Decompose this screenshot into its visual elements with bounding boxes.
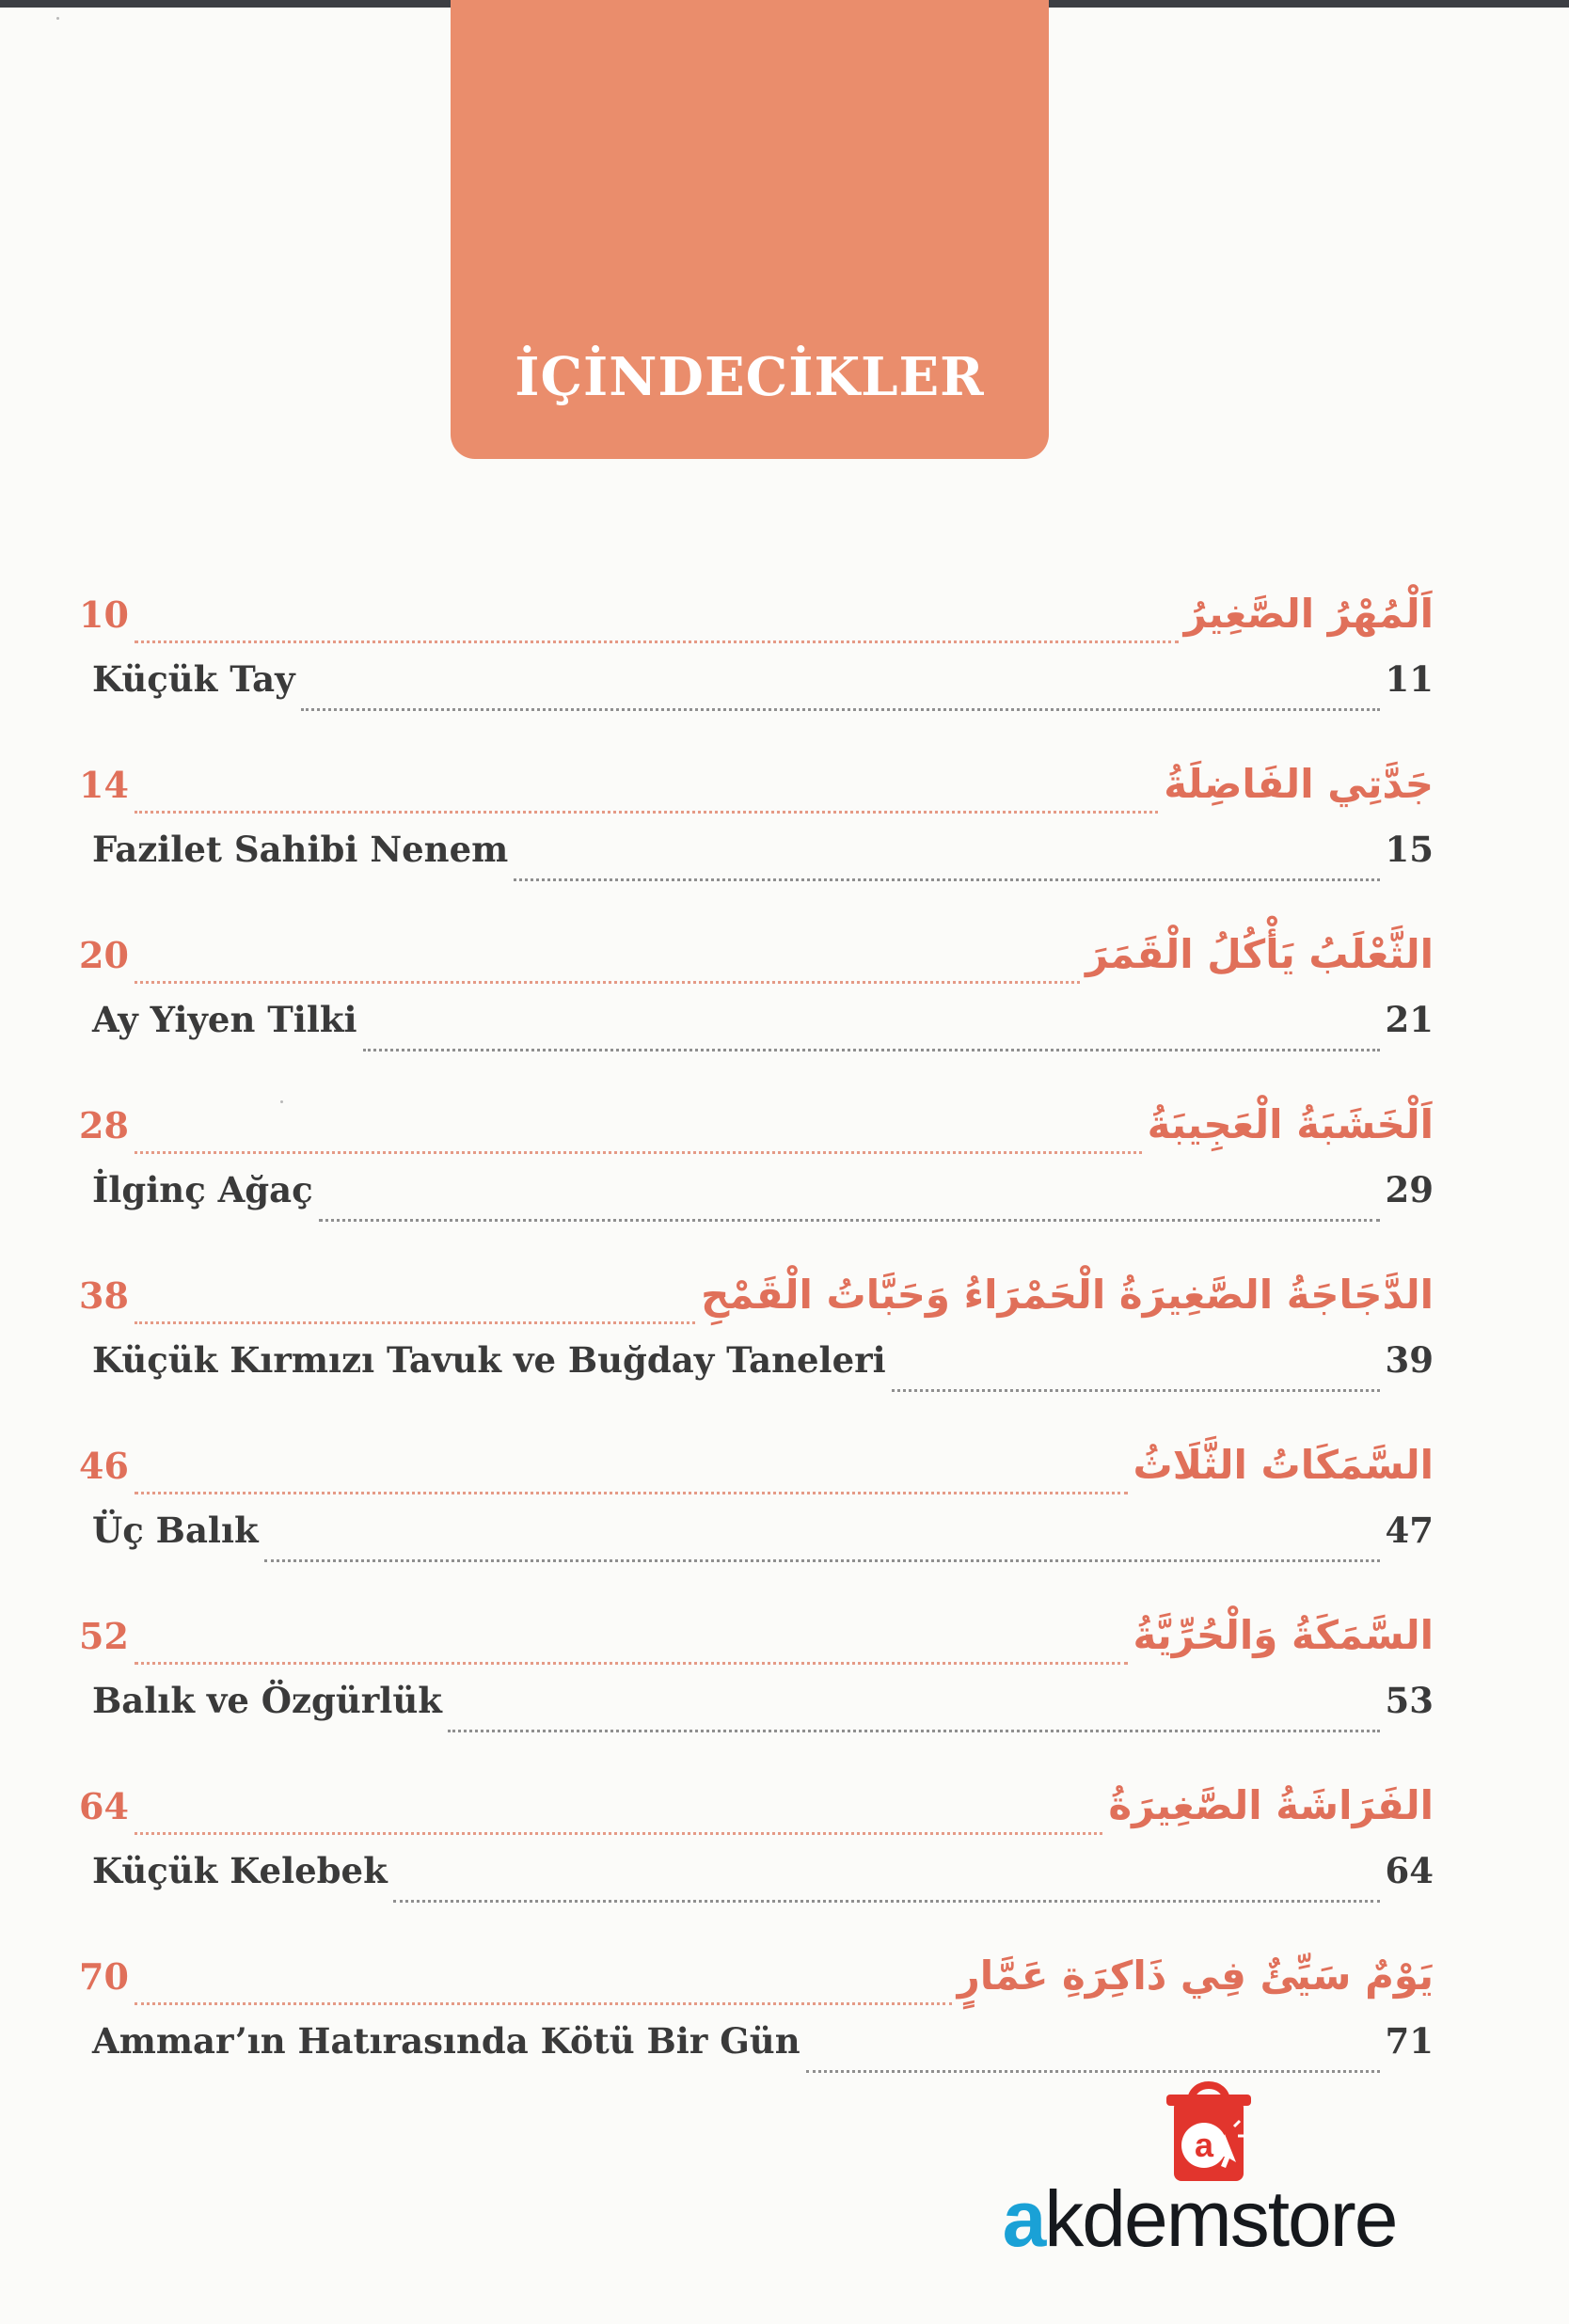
toc-row-turkish[interactable] [79, 829, 1434, 894]
arabic-page-number: 14 [79, 764, 129, 806]
toc-row-arabic[interactable] [79, 931, 1434, 997]
dot-leader [135, 640, 1179, 643]
arabic-title: اَلْمُهْرُ الصَّغِيرُ [1183, 591, 1434, 637]
arabic-page-number: 20 [79, 934, 129, 976]
arabic-title: يَوْمٌ سَيِّئٌ فِي ذَاكِرَةِ عَمَّارٍ [957, 1952, 1434, 1999]
toc-row-turkish[interactable] [79, 1510, 1434, 1575]
dot-leader [135, 1832, 1102, 1835]
toc-row-arabic[interactable] [79, 1952, 1434, 2018]
toc-entry [79, 591, 1434, 761]
bag-letter: a [1194, 2126, 1214, 2164]
logo-wordmark-rest: kdemstore [1044, 2174, 1397, 2263]
arabic-title: الفَرَاشَةُ الصَّغِيرَةُ [1108, 1782, 1434, 1828]
turkish-page-number: 21 [1385, 999, 1434, 1040]
arabic-page-number: 38 [79, 1274, 129, 1317]
toc-row-arabic[interactable] [79, 1272, 1434, 1337]
turkish-title: Üç Balık [92, 1510, 259, 1551]
toc-row-arabic[interactable] [79, 1101, 1434, 1167]
dot-leader [892, 1389, 1380, 1392]
arabic-page-number: 52 [79, 1615, 129, 1657]
toc-entry [79, 1442, 1434, 1612]
dot-leader [806, 2070, 1380, 2073]
dot-leader [135, 1662, 1128, 1665]
arabic-title: السَّمَكَاتُ الثَّلَاثُ [1133, 1442, 1434, 1488]
arabic-title: السَّمَكَةُ وَالْحُرِّيَّةُ [1133, 1612, 1434, 1658]
arabic-title: الثَّعْلَبُ يَأْكُلُ الْقَمَرَ [1085, 931, 1434, 977]
dot-leader [264, 1559, 1380, 1562]
arabic-page-number: 70 [79, 1955, 129, 1998]
logo-wordmark [955, 2174, 1444, 2263]
toc-row-turkish[interactable] [79, 1169, 1434, 1235]
arabic-page-number: 10 [79, 593, 129, 636]
logo-wordmark-first: a [1002, 2174, 1045, 2263]
toc-entry [79, 931, 1434, 1101]
toc-entry [79, 1101, 1434, 1272]
toc-entry [79, 761, 1434, 931]
dot-leader [135, 1151, 1142, 1154]
arabic-title: جَدَّتِي الفَاضِلَةُ [1164, 761, 1434, 807]
turkish-title: Balık ve Özgürlük [92, 1680, 442, 1721]
arabic-page-number: 64 [79, 1785, 129, 1827]
dot-leader [301, 708, 1380, 711]
arabic-page-number: 46 [79, 1445, 129, 1487]
arabic-page-number: 28 [79, 1104, 129, 1146]
turkish-title: Küçük Tay [92, 658, 295, 700]
arabic-title: اَلْخَشَبَةُ الْعَجِيبَةُ [1147, 1101, 1434, 1147]
toc-row-turkish[interactable] [79, 999, 1434, 1065]
toc-entry [79, 1272, 1434, 1442]
toc-row-arabic[interactable] [79, 1612, 1434, 1678]
turkish-title: Ammar’ın Hatırasında Kötü Bir Gün [92, 2020, 800, 2062]
shopping-bag-icon [1157, 2074, 1260, 2187]
table-of-contents [79, 591, 1434, 2123]
dot-leader [393, 1900, 1380, 1903]
turkish-title: Ay Yiyen Tilki [92, 999, 357, 1040]
dot-leader [514, 878, 1379, 881]
toc-row-arabic[interactable] [79, 761, 1434, 827]
turkish-page-number: 15 [1385, 829, 1434, 870]
toc-row-arabic[interactable] [79, 1442, 1434, 1508]
toc-row-turkish[interactable] [79, 1339, 1434, 1405]
page-title: İÇİNDECİKLER [515, 346, 985, 408]
toc-row-arabic[interactable] [79, 591, 1434, 656]
turkish-title: Küçük Kelebek [92, 1850, 388, 1891]
turkish-page-number: 53 [1385, 1680, 1434, 1721]
turkish-title: Küçük Kırmızı Tavuk ve Buğday Taneleri [92, 1339, 886, 1381]
turkish-page-number: 39 [1385, 1339, 1434, 1381]
turkish-page-number: 29 [1385, 1169, 1434, 1210]
turkish-title: İlginç Ağaç [92, 1169, 313, 1210]
dot-leader [135, 1321, 695, 1324]
scan-speck [56, 17, 59, 20]
turkish-page-number: 71 [1385, 2020, 1434, 2062]
dot-leader [448, 1730, 1380, 1732]
turkish-title: Fazilet Sahibi Nenem [92, 829, 509, 870]
title-tab [451, 0, 1049, 459]
arabic-title: الدَّجَاجَةُ الصَّغِيرَةُ الْحَمْرَاءُ وَحَبَّاتُ الْقَمْحِ [701, 1272, 1434, 1318]
toc-row-turkish[interactable] [79, 1680, 1434, 1746]
dot-leader [135, 2002, 952, 2005]
toc-row-turkish[interactable] [79, 658, 1434, 724]
turkish-page-number: 64 [1385, 1850, 1434, 1891]
dot-leader [135, 811, 1158, 814]
dot-leader [135, 981, 1080, 984]
turkish-page-number: 11 [1385, 658, 1434, 700]
toc-row-arabic[interactable] [79, 1782, 1434, 1848]
akdemstore-logo[interactable] [955, 2074, 1444, 2262]
turkish-page-number: 47 [1385, 1510, 1434, 1551]
dot-leader [135, 1492, 1128, 1494]
scan-speck [280, 1100, 283, 1103]
toc-row-turkish[interactable] [79, 1850, 1434, 1916]
toc-entry [79, 1782, 1434, 1952]
dot-leader [319, 1219, 1380, 1222]
toc-entry [79, 1612, 1434, 1782]
dot-leader [363, 1049, 1380, 1051]
